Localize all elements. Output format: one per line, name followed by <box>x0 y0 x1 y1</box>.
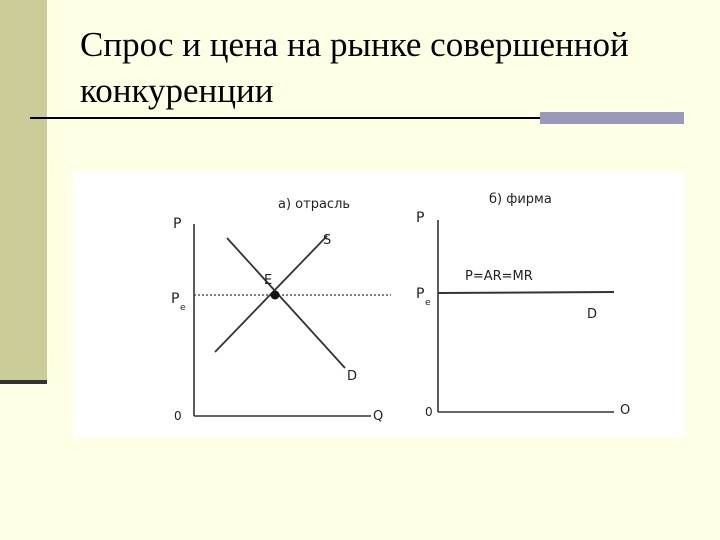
firm-price-label: P <box>416 286 425 302</box>
slide-title <box>80 22 700 114</box>
firm-y-axis-label: P <box>416 210 425 226</box>
supply-label: S <box>323 233 332 248</box>
firm-demand-label: D <box>587 307 598 322</box>
title-line-1: Спрос и цена на рынке совершенной <box>80 25 629 64</box>
left-accent-bar <box>0 0 47 383</box>
firm-price-subscript: e <box>425 298 431 308</box>
title-line-2: конкуренции <box>80 71 274 110</box>
industry-caption: а) отрасль <box>278 197 351 212</box>
industry-price-subscript: e <box>180 303 186 313</box>
title-accent-block <box>540 112 684 124</box>
firm-x-axis-label: O <box>620 403 631 418</box>
demand-label: D <box>347 369 358 384</box>
firm-demand-line <box>438 292 614 293</box>
industry-y-axis-label: P <box>173 216 182 232</box>
industry-price-label: P <box>171 291 180 307</box>
industry-origin-label: 0 <box>174 409 182 423</box>
economics-figure <box>73 172 685 438</box>
industry-x-axis-label: Q <box>373 409 384 424</box>
equilibrium-label: E <box>264 273 273 288</box>
firm-origin-label: 0 <box>425 405 433 419</box>
left-accent-bar-foot <box>0 380 47 384</box>
demand-curve <box>227 238 345 368</box>
firm-caption: б) фирма <box>489 192 552 207</box>
firm-panel <box>416 192 630 419</box>
equilibrium-point <box>271 291 280 300</box>
firm-line-label: P=AR=MR <box>465 269 533 284</box>
figure-svg <box>73 172 685 438</box>
industry-panel <box>171 197 391 424</box>
title-underline <box>30 117 540 119</box>
